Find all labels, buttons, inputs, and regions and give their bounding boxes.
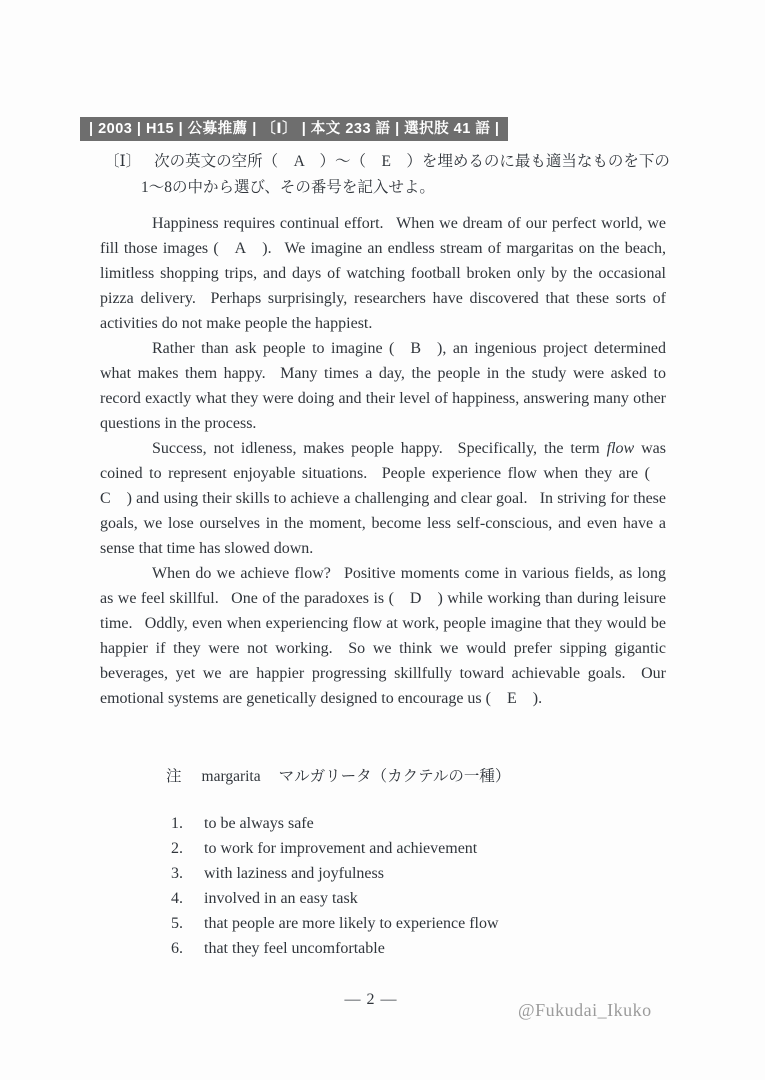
- instruction-label: 〔Ⅰ〕: [104, 153, 142, 170]
- option-text: with laziness and joyfulness: [204, 865, 384, 882]
- text-segment: Happiness requires continual effort. When we dream of our perfect world, we fill those images ( A ). We imagine an endless stream of margaritas on the beach, limitless shopping trips, and days of watching football broken only by the occasional pizza delivery. Perhaps surprisingly, researchers have discovered that these sorts of activities do not make people the happiest.: [100, 215, 666, 332]
- option-text: that people are more likely to experience flow: [204, 915, 499, 932]
- watermark: @Fukudai_Ikuko: [518, 1000, 652, 1020]
- option-item: [171, 911, 651, 936]
- paragraph: [100, 436, 666, 561]
- italic-term: flow: [606, 440, 635, 457]
- text-segment: Rather than ask people to imagine ( B ), an ingenious project determined what makes them happy. Many times a day, the people in the study were asked to record exactly what they were doing and their level of happiness, answering many other questions in the process.: [100, 340, 666, 432]
- text-segment: When do we achieve flow? Positive moments come in various fields, as long as we feel skillful. One of the paradoxes is ( D ) while working than during leisure time. Oddly, even when experiencing flow at work, people imagine that they would be happier if they were not working. So we think we would prefer sipping gigantic beverages, yet we are happier progressing skillfully toward achievable goals. Our emotional systems are genetically designed to encourage us ( E ).: [100, 565, 666, 707]
- option-item: [171, 811, 651, 836]
- option-text: to be always safe: [204, 815, 314, 832]
- instruction-line1: 次の英文の空所（ A ）～（ E ）を埋めるのに最も適当なものを下の: [154, 153, 670, 170]
- page-number: — 2 —: [344, 991, 398, 1008]
- option-item: [171, 861, 651, 886]
- text-segment: was coined to represent enjoyable situations. People experience flow when they are ( C ) and using their skills to achieve a challenging and clear goal. In striving for these goals, we lose ourselves in the moment, become less self-conscious, and even have a sense that time has slowed down.: [100, 440, 666, 557]
- paragraph: [100, 561, 666, 711]
- instruction-line2: 1～8の中から選び、その番号を記入せよ。: [141, 179, 435, 196]
- option-number: 1.: [171, 815, 183, 832]
- option-number: 5.: [171, 915, 183, 932]
- option-number: 3.: [171, 865, 183, 882]
- vocabulary-note: [166, 764, 510, 786]
- text-segment: Success, not idleness, makes people happy. Specifically, the term: [152, 440, 607, 457]
- instruction: [104, 149, 689, 201]
- option-text: that they feel uncomfortable: [204, 940, 385, 957]
- option-text: involved in an easy task: [204, 890, 358, 907]
- option-item: [171, 886, 651, 911]
- note-label: 注: [166, 768, 182, 785]
- option-number: 6.: [171, 940, 183, 957]
- option-number: 2.: [171, 840, 183, 857]
- paragraph: [100, 336, 666, 436]
- note-term: margarita: [201, 768, 261, 785]
- paragraph: [100, 211, 666, 336]
- header-badge: | 2003 | H15 | 公募推薦 | 〔Ⅰ〕 | 本文 233 語 | 選択肢 41 語 |: [80, 117, 508, 141]
- passage: [100, 211, 666, 711]
- option-item: [171, 836, 651, 861]
- note-gloss: マルガリータ（カクテルの一種）: [278, 768, 511, 785]
- option-item: [171, 936, 651, 961]
- option-text: to work for improvement and achievement: [204, 840, 478, 857]
- options-list: [171, 811, 651, 961]
- option-number: 4.: [171, 890, 183, 907]
